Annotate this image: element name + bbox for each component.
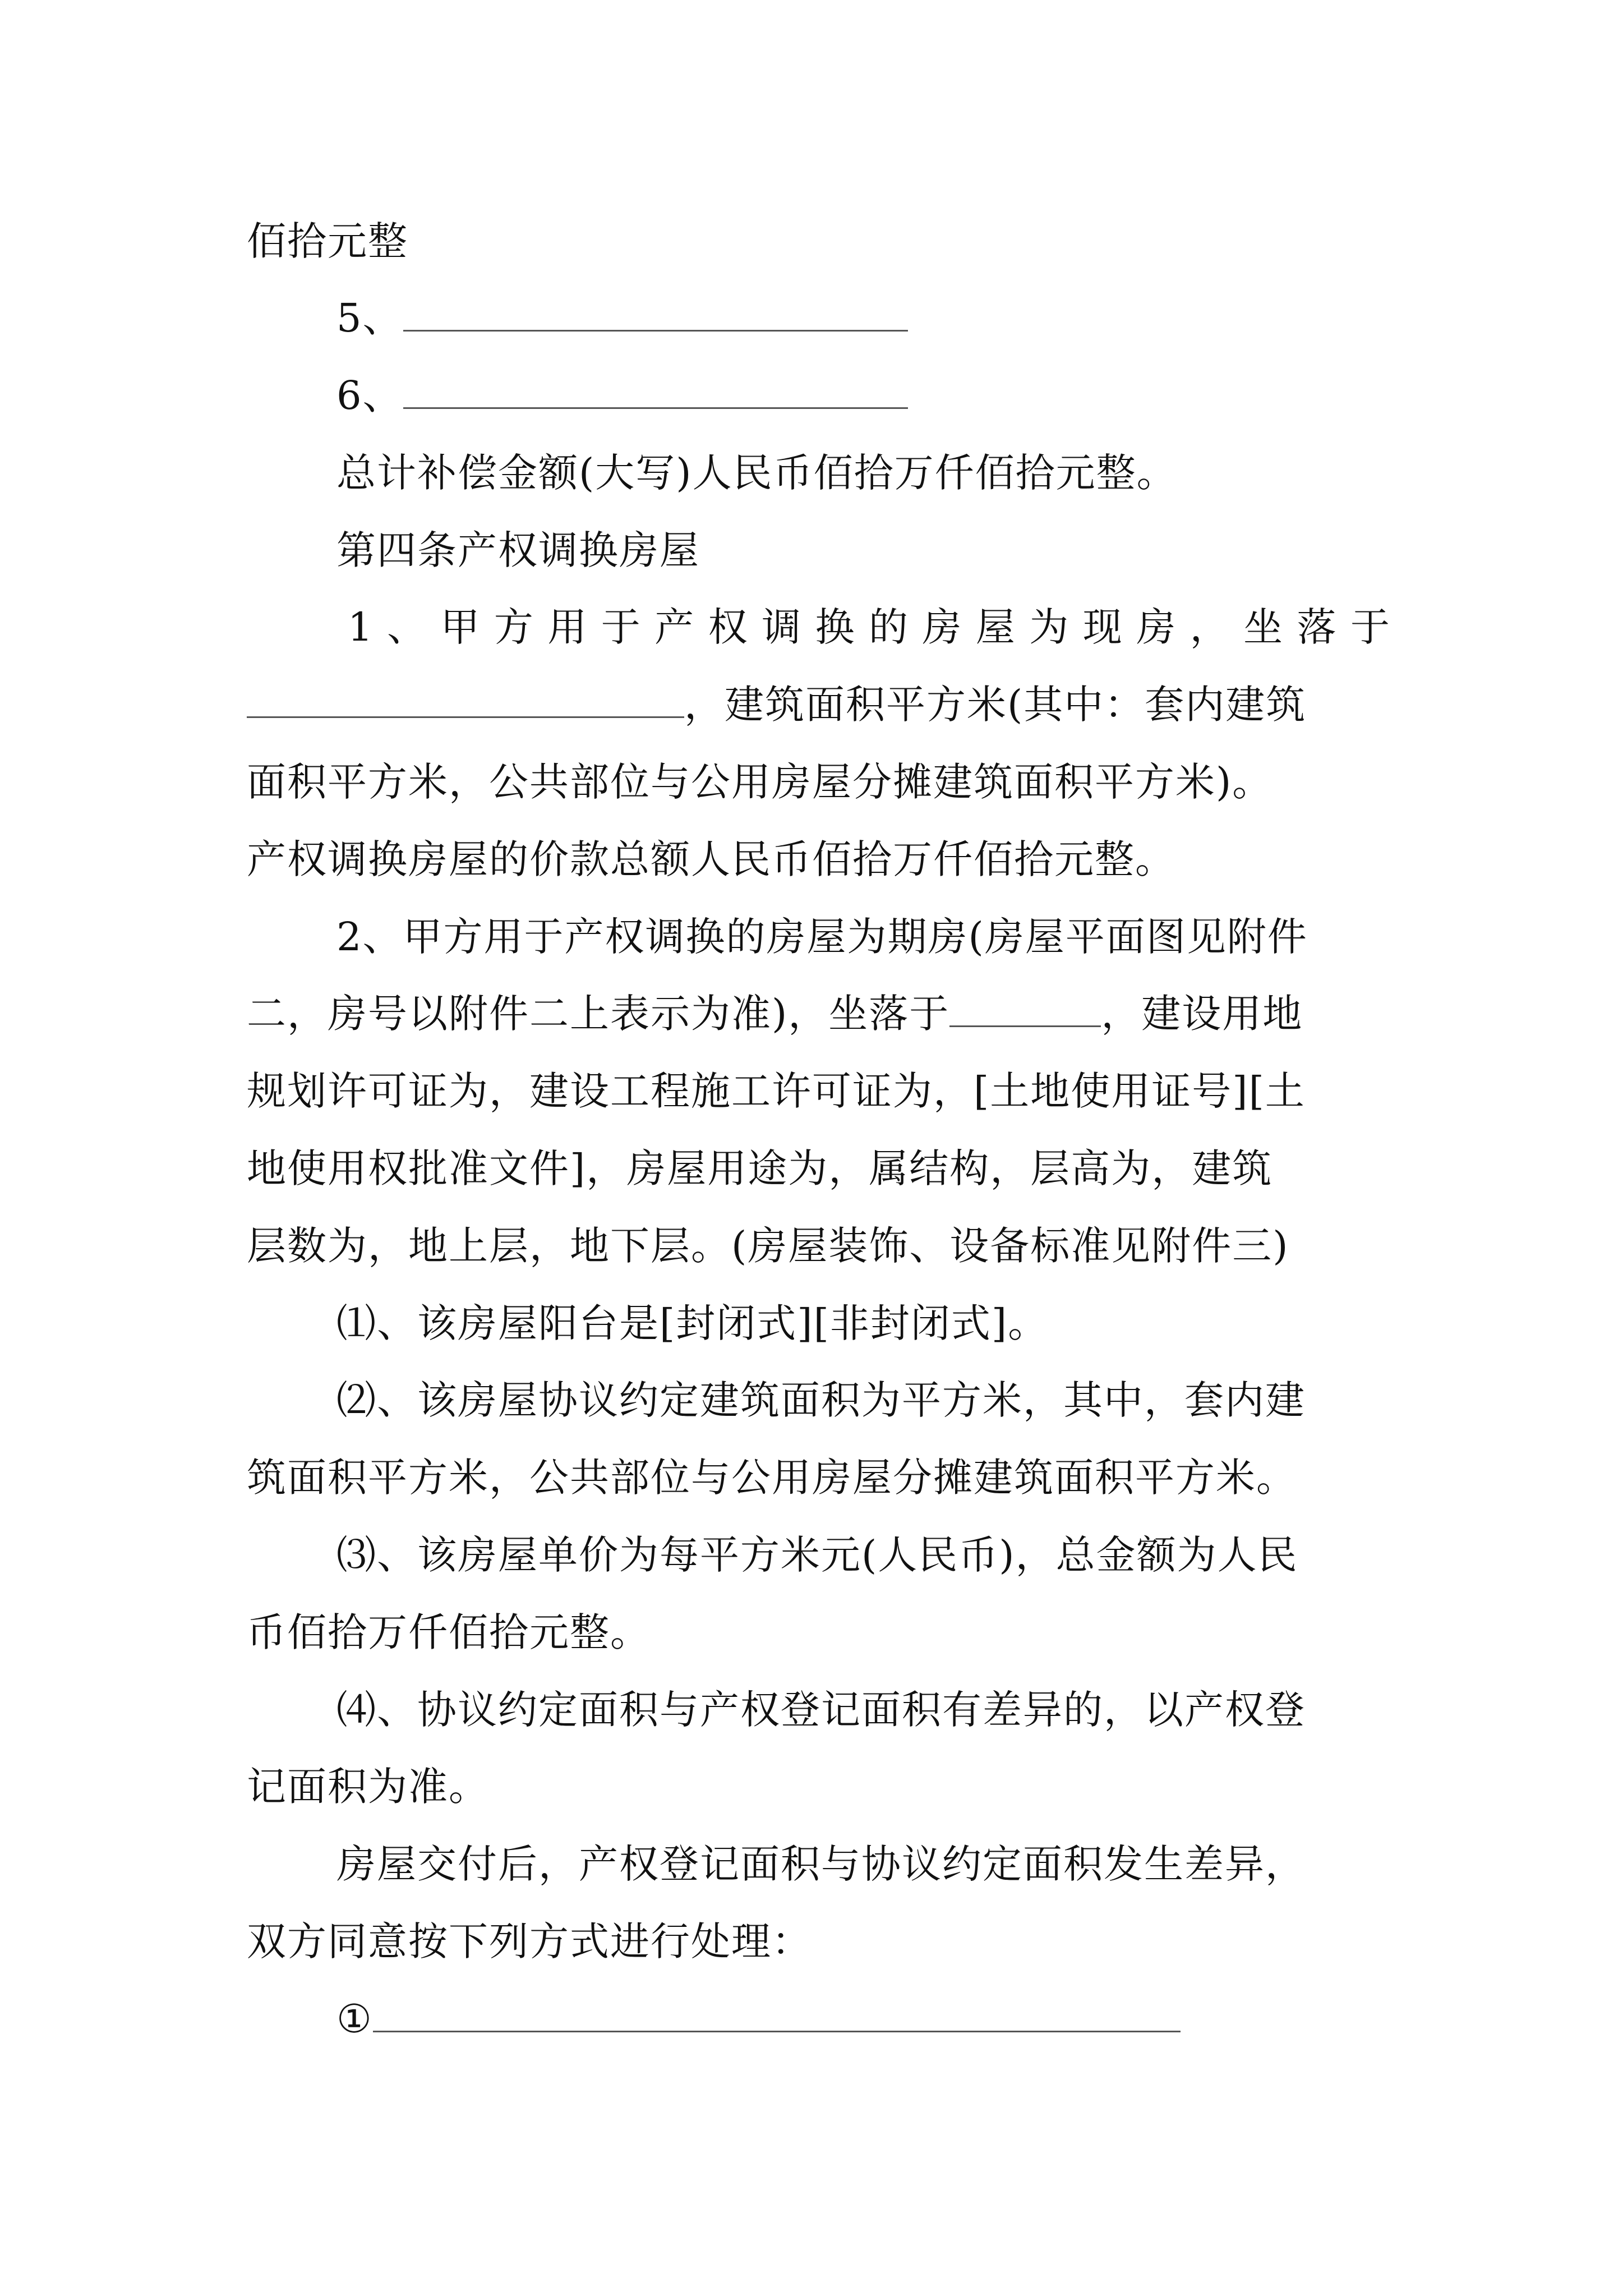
text-line: 层数为，地上层，地下层。(房屋装饰、设备标准见附件三): [247, 1223, 1289, 1269]
text-line: 产权调换房屋的价款总额人民币佰拾万仟佰拾元整。: [247, 836, 1175, 882]
text-line: [247, 682, 1307, 728]
text-line: [247, 991, 1303, 1037]
text-line: 2、甲方用于产权调换的房屋为期房(房屋平面图见附件: [336, 914, 1308, 960]
text-line: 面积平方米，公共部位与公用房屋分摊建筑面积平方米)。: [247, 759, 1273, 805]
item-number: 5、: [336, 295, 403, 341]
text-line: 1、甲方用于产权调换的房屋为现房，坐落于: [348, 604, 1391, 650]
text-line: 筑面积平方米，公共部位与公用房屋分摊建筑面积平方米。: [247, 1455, 1297, 1501]
section-heading: 第四条产权调换房屋: [336, 527, 700, 573]
fill-in-blank: [247, 687, 684, 718]
text-line: 币佰拾万仟佰拾元整。: [247, 1609, 651, 1655]
text-line: 规划许可证为，建设工程施工许可证为，[土地使用证号][土: [247, 1068, 1306, 1114]
fill-in-blank: [949, 996, 1101, 1027]
text-line: ⑴、该房屋阳台是[封闭式][非封闭式]。: [336, 1300, 1049, 1346]
list-item: [336, 1996, 1181, 2042]
text-span: 二，房号以附件二上表示为准)，坐落于: [247, 991, 950, 1037]
list-item: [336, 372, 908, 418]
fill-in-blank: [403, 301, 908, 332]
item-number: ①: [336, 1996, 373, 2042]
text-line: 总计补偿金额(大写)人民币佰拾万仟佰拾元整。: [336, 450, 1177, 496]
text-line: ⑶、该房屋单价为每平方米元(人民币)，总金额为人民: [336, 1532, 1298, 1578]
text-line: 佰拾元整: [247, 218, 408, 264]
text-line: 记面积为准。: [247, 1764, 489, 1810]
text-span: ，建设用地: [1101, 991, 1303, 1037]
text-line: 双方同意按下列方式进行处理：: [247, 1918, 812, 1964]
text-line: 地使用权批准文件]，房屋用途为，属结构，层高为，建筑: [247, 1145, 1273, 1191]
item-number: 6、: [336, 372, 403, 418]
fill-in-blank: [403, 378, 908, 409]
text-line: ⑵、该房屋协议约定建筑面积为平方米，其中，套内建: [336, 1377, 1306, 1423]
text-span: ，建筑面积平方米(其中：套内建筑: [684, 682, 1307, 728]
text-line: ⑷、协议约定面积与产权登记面积有差异的，以产权登: [336, 1687, 1306, 1733]
fill-in-blank: [373, 2001, 1181, 2032]
list-item: [336, 295, 908, 341]
text-line: 房屋交付后，产权登记面积与协议约定面积发生差异，: [336, 1841, 1306, 1887]
